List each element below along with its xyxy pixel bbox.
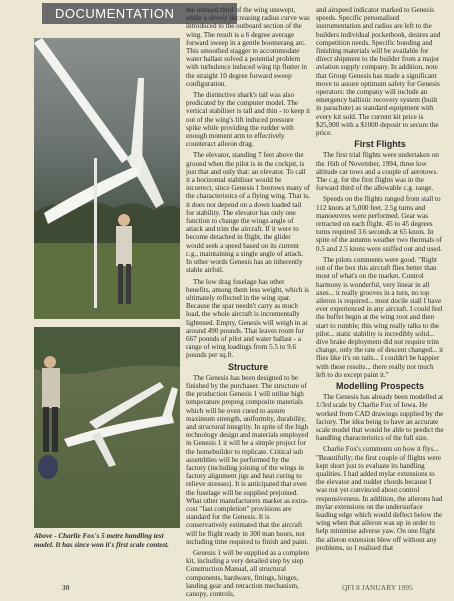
paragraph: Genesis 1 will be supplied as a complete kit, including a very detailed step by step Construction Manual, all structural components, hardware, fittings, hinges, landing gear and retraction mechanism, canopy, controls,: [186, 549, 310, 599]
paragraph: The Genesis has already been modelled at 1/3rd scale by Charlie Fox of Iowa. He worked from CAD drawings supplied by the factory. The idea being to have an accurate scale model that would be able to predict the handling characteristics of the full size.: [316, 393, 444, 443]
subheading-first-flights: First Flights: [354, 139, 406, 150]
article-column-middle: [186, 6, 310, 601]
paragraph: Speeds on the flights ranged from stall to 112 knots at 5,000 feet. 2.5g turns and manoeuvres were performed. Gear was retracted on each flight. 45 to 45 degrees turns required 3.6 seconds at 65 knots. In spite of the autumn weather two thermals of 0.5 and 2.5 knots were sniffed out and used.: [316, 195, 442, 253]
subheading-modelling-prospects: Modelling Prospects: [335, 380, 424, 391]
section-header: DOCUMENTATION: [42, 3, 237, 24]
glider-photo-top: [34, 38, 180, 319]
paragraph: the inboard third of the wing unswept, while a slowly decreasing radius curve was introduced to the outboard section of the wing. The result is a 6 degree average forward sweep in a gentle boomerang arc. This smoothed stagger to accommodate water ballast solved a potential problem with turbulence induced wing tip flutter in the straight 10 degree forward sweep configuration.: [186, 6, 310, 88]
photo-caption: Above - Charlie Fox's 5 metre handling test model. It has since won it's first scale contest.: [34, 532, 169, 549]
paragraph: The low drag fuselage has other benefits, among them less weight, which is ultimately reflected in the wing spar. Because the spar needn't carry as much load, the whole aircraft is incrementally lightened. Empty, Genesis will weigh in at around 490 pounds. That leaves room for 667 pounds of pilot and water ballast - a range of wing loadings from 5.5 to 9.6 pounds per sq.ft.: [186, 277, 309, 360]
subheading-structure: Structure: [227, 361, 268, 372]
paragraph: The distinctive shark's tail was also predicated by the computer model. The vertical stabiliser is tall and thin - to keep it out of the wing's lift induced pressure spike while providing the rudder with enough moment arm to effectively counteract aileron drag.: [186, 91, 310, 149]
page-number: 30: [62, 583, 70, 592]
issue-label: QFI 8 JANUARY 1995: [342, 583, 413, 592]
paragraph: The elevator, standing 7 feet above the ground when the pilot is in the cockpit, is just that and only that: an elevator. To call it a horizontal stabiliser would be incorrect, since Genesis 1 borrows many of the characteristics of a flying wing. That is, it does not depend on a down loaded tail for stability. The elevator has only one function to change the wings angle of attack and trim the aircraft. If it were to become detached in flight, the glider would seek a speed based on its current c.g., maintaining a single angle of attack. In other words Genesis has an inherently stable airfoil.: [186, 151, 310, 275]
article-column-right: [316, 6, 444, 555]
paragraph: Charlie Fox's comments on how it flys... "Beautifully; the first couple of flights were kept short just to evaluate its handling qualities. I had added mylar extensions to the elevator and rudder chords because I was not yet convinced about control responsiveness. In addition, the ailerons had mylar extensions on the undersurface leading edge which would deflect below the wing when that aileron was up in order to help minimise adverse yaw. On one flight the aileron extension blew off without any problems, so I realised that: [316, 445, 443, 552]
paragraph: The Genesis has been designed to be finished by the purchaser. The structure of the production Genesis 1 will utilise high temperature prepreg composite materials which will be oven cured to assure maximum strength, uniformity, durability, and structural integrity. In spite of the high technology design and materials employed in Genesis 1 it will be a simple project for the homebuilder to replicate. Critical sub assemblies will be performed by the factory (including joining of the wings in factory alignment jigs and heat curing to relieve stresses). It is anticipated that even the fuselage will be supplied prejoined. What other manufacturers market as extra-cost "fast completion" provisions are standard for the Genesis. It is conservatively estimated that the aircraft will be flight ready in 300 man hours, not including time required to finish and paint.: [186, 373, 309, 546]
paragraph: The first trial flights were undertaken on the 16th of November, 1994, three low altitude car tows and a couple of aerotows. The c.g. for the first flights was in the forward third of the allowable c.g. range.: [316, 151, 439, 193]
paragraph: and airspeed indicator marked to Genesis speeds. Specific personalised instrumentation and radios are left to the builders individual pocketbook, desires and competition needs. Specific bonding and finishing materials will be available for direct shipment to the builder from a major aviation supply company. In addition, note that Group Genesis has made a significant move to assure optimum safety for Genesis operators: the company will include an emergency ballistic recovery system (built in parachute) as standard equipment with every kit sold. The current kit price is $25,900 with a $1000 deposit to secure the price.: [316, 6, 441, 138]
glider-photo-bottom: [34, 327, 180, 528]
paragraph: The pilots comments were good. "Right out of the box this aircraft flies better than most of what's on the market. Control harmony is wonderful, very linear in all axes... it really grooves in a turn, no top aileron is required... most docile stall I have ever experienced in any aircraft. I could feel the buffet begin at the wing root and then start to rumble; this wing really talks to the pilot... static stability is incredibly solid... dive brake deployment did not require trim change, only the rate of descent changed... it flies like it's on rails... I couldn't be happier with these results... there really not much left to do except paint it.": [316, 255, 444, 379]
